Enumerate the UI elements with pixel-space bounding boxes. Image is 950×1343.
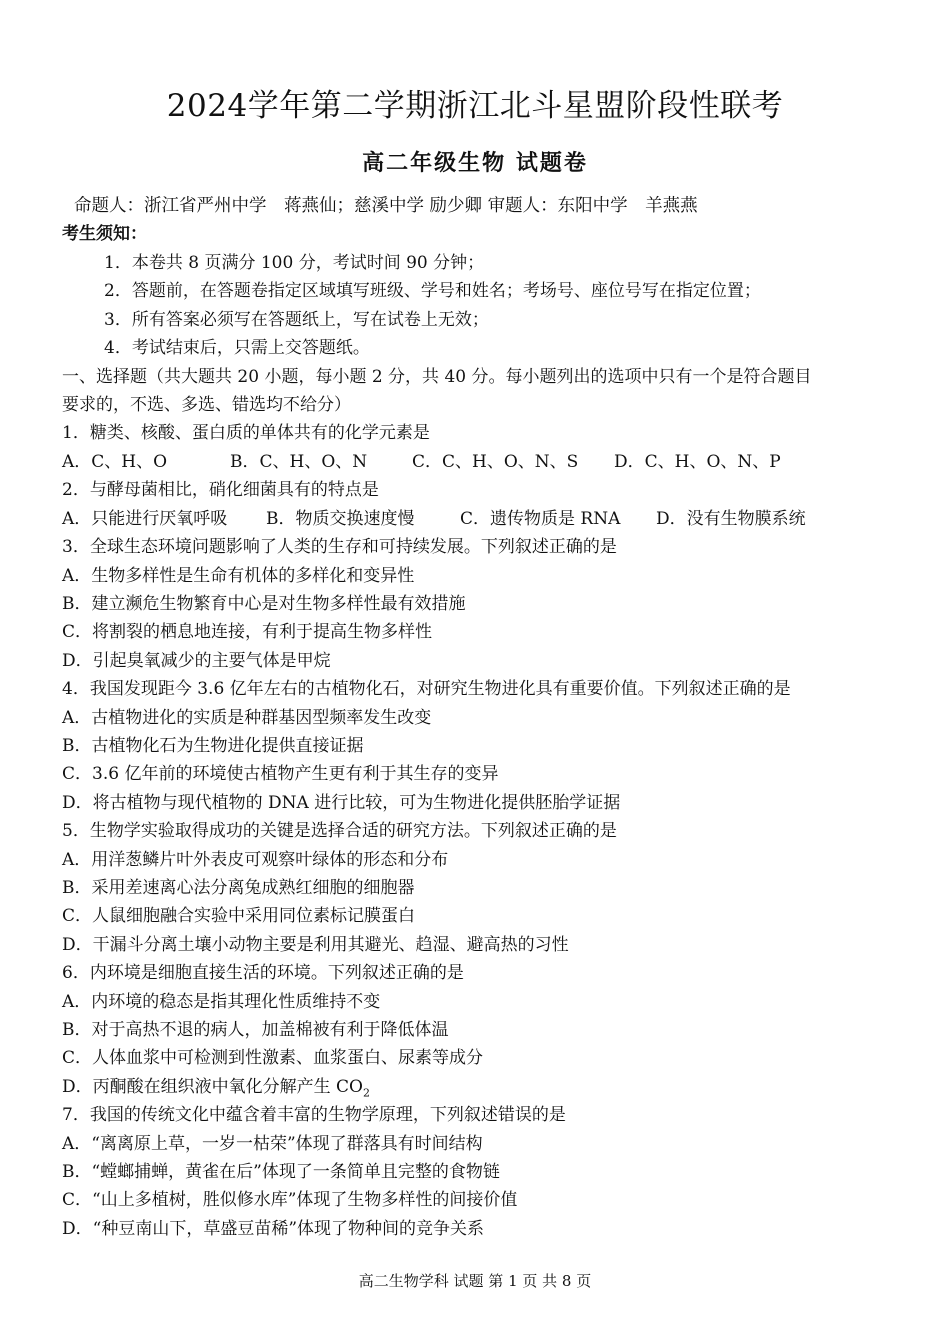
question-6-option-a: A．内环境的稳态是指其理化性质维持不变 (62, 992, 381, 1012)
question-5-option-b: B．采用差速离心法分离兔成熟红细胞的细胞器 (62, 878, 415, 898)
question-4-option-b: B．古植物化石为生物进化提供直接证据 (62, 736, 364, 756)
notice-item: 3．所有答案必须写在答题纸上，写在试卷上无效； (104, 310, 489, 330)
option-a: A．C、H、O (62, 452, 168, 472)
notice-item: 1．本卷共 8 页满分 100 分，考试时间 90 分钟； (104, 253, 485, 273)
question-6-option-c: C．人体血浆中可检测到性激素、血浆蛋白、尿素等成分 (62, 1048, 484, 1068)
exam-title: 2024学年第二学期浙江北斗星盟阶段性联考 (166, 88, 784, 124)
question-5-stem: 5．生物学实验取得成功的关键是选择合适的研究方法。下列叙述正确的是 (62, 821, 617, 841)
option-c: C．C、H、O、N、S (412, 452, 579, 472)
option-a: A．只能进行厌氧呼吸 (62, 509, 228, 529)
question-7-option-b: B．“螳螂捕蝉，黄雀在后”体现了一条简单且完整的食物链 (62, 1162, 500, 1182)
question-2-stem: 2．与酵母菌相比，硝化细菌具有的特点是 (62, 480, 379, 500)
question-4-option-d: D．将古植物与现代植物的 DNA 进行比较，可为生物进化提供胚胎学证据 (62, 793, 621, 813)
question-1-options (62, 450, 902, 474)
option-b: B．物质交换速度慢 (266, 509, 415, 529)
section-instructions-cont: 要求的，不选、多选、错选均不给分） (62, 395, 351, 415)
question-7-option-a: A．“离离原上草，一岁一枯荣”体现了群落具有时间结构 (62, 1134, 483, 1154)
option-d: D．C、H、O、N、P (614, 452, 781, 472)
page-footer: 高二生物学科 试题 第 1 页 共 8 页 (358, 1272, 592, 1290)
question-7-option-d: D．“种豆南山下，草盛豆苗稀”体现了物种间的竞争关系 (62, 1219, 485, 1239)
notice-item: 4．考试结束后，只需上交答题纸。 (104, 338, 370, 358)
option-d: D．没有生物膜系统 (656, 509, 806, 529)
question-3-stem: 3．全球生态环境问题影响了人类的生存和可持续发展。下列叙述正确的是 (62, 537, 617, 557)
question-5-option-d: D．干漏斗分离土壤小动物主要是利用其避光、趋湿、避高热的习性 (62, 935, 569, 955)
question-3-option-d: D．引起臭氧减少的主要气体是甲烷 (62, 651, 331, 671)
question-3-option-b: B．建立濒危生物繁育中心是对生物多样性最有效措施 (62, 594, 466, 614)
question-6-option-b: B．对于高热不退的病人，加盖棉被有利于降低体温 (62, 1020, 449, 1040)
question-3-option-a: A．生物多样性是生命有机体的多样化和变异性 (62, 566, 415, 586)
question-7-stem: 7．我国的传统文化中蕴含着丰富的生物学原理，下列叙述错误的是 (62, 1105, 566, 1125)
question-7-option-c: C．“山上多植树，胜似修水库”体现了生物多样性的间接价值 (62, 1190, 518, 1210)
notice-heading: 考生须知： (62, 224, 147, 244)
notice-item: 2．答题前，在答题卷指定区域填写班级、学号和姓名；考场号、座位号写在指定位置； (104, 281, 761, 301)
option-b: B．C、H、O、N (230, 452, 368, 472)
question-6-option-d (62, 1075, 370, 1099)
authors-line: 命题人：浙江省严州中学 蒋燕仙；慈溪中学 励少卿 审题人：东阳中学 羊燕燕 (74, 196, 698, 216)
question-5-option-a: A．用洋葱鳞片叶外表皮可观察叶绿体的形态和分布 (62, 850, 449, 870)
question-1-stem: 1．糖类、核酸、蛋白质的单体共有的化学元素是 (62, 423, 430, 443)
subscript: 2 (362, 1086, 370, 1100)
question-3-option-c: C．将割裂的栖息地连接，有利于提高生物多样性 (62, 622, 433, 642)
question-2-options (62, 507, 902, 531)
section-instructions: 一、选择题（共大题共 20 小题，每小题 2 分，共 40 分。每小题列出的选项中只有一个是符合题目 (62, 367, 812, 387)
question-4-option-a: A．古植物进化的实质是种群基因型频率发生改变 (62, 708, 432, 728)
question-5-option-c: C．人鼠细胞融合实验中采用同位素标记膜蛋白 (62, 906, 416, 926)
exam-subtitle: 高二年级生物 试题卷 (362, 151, 588, 176)
question-4-option-c: C．3.6 亿年前的环境使古植物产生更有利于其生存的变异 (62, 764, 499, 784)
option-d-text: D．丙酮酸在组织液中氧化分解产生 CO (62, 1077, 363, 1097)
option-c: C．遗传物质是 RNA (460, 509, 621, 529)
question-4-stem: 4．我国发现距今 3.6 亿年左右的古植物化石，对研究生物进化具有重要价值。下列叙述正确的是 (62, 679, 791, 699)
question-6-stem: 6．内环境是细胞直接生活的环境。下列叙述正确的是 (62, 963, 464, 983)
